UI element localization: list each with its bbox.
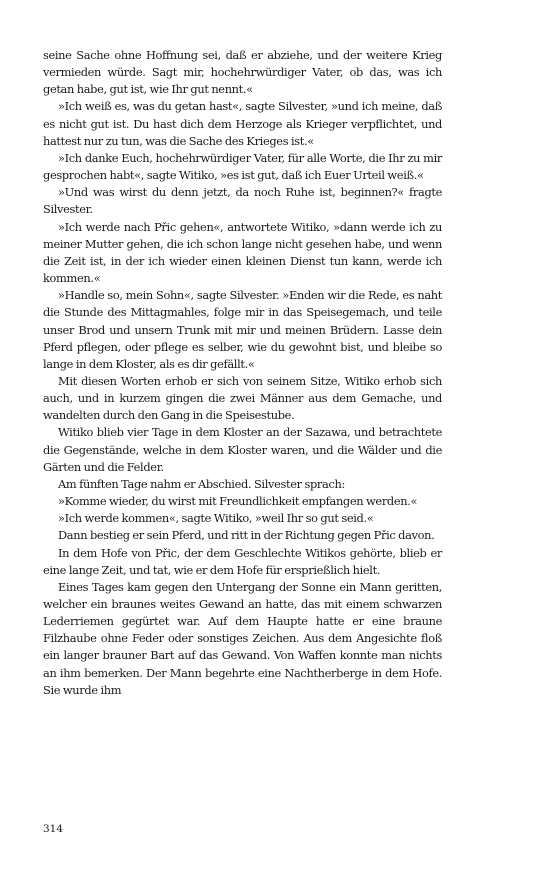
paragraph-13: In dem Hofe von Přic, der dem Geschlechte Witikos gehörte, blieb er eine lange Zeit, und tat, wie er dem Hofe für ersprießlich hielt.: [43, 545, 442, 577]
paragraph-5: »Ich werde nach Přic gehen«, antwortete Witiko, »dann werde ich zu meiner Mutter gehen, die ich schon lange nicht gesehen habe, und wenn die Zeit ist, in der ich wieder einen kleinen Dienst tun kann, werde ich kommen.«: [43, 219, 442, 286]
paragraph-10: »Komme wieder, du wirst mit Freundlichkeit empfangen werden.«: [58, 494, 418, 509]
paragraph-4: »Und was wirst du denn jetzt, da noch Ruhe ist, beginnen?« fragte Silvester.: [43, 185, 442, 217]
page-number: 314: [43, 823, 64, 835]
paragraph-1: seine Sache ohne Hoffnung sei, daß er abziehe, und der weitere Krieg vermieden würde. Sagt mir, hochehrwürdiger Vater, ob das, was ich getan habe, gut ist, wie Ihr gut nennt.«: [43, 48, 442, 97]
paragraph-11: »Ich werde kommen«, sagte Witiko, »weil Ihr so gut seid.«: [58, 511, 374, 526]
paragraph-8: Witiko blieb vier Tage in dem Kloster an der Sazawa, und betrachtete die Gegenstände, welche in dem Kloster waren, und die Wälder und die Gärten und die Felder.: [43, 425, 442, 474]
paragraph-12: Dann bestieg er sein Pferd, und ritt in der Richtung gegen Přic davon.: [58, 528, 435, 543]
paragraph-2: »Ich weiß es, was du getan hast«, sagte Silvester, »und ich meine, daß es nicht gut ist. Du hast dich dem Herzoge als Krieger verpflichtet, und hattest nur zu tun, was die Sache des Krieges ist.«: [43, 99, 442, 148]
paragraph-7: Mit diesen Worten erhob er sich von seinem Sitze, Witiko erhob sich auch, und in kurzem gingen die zwei Männer aus dem Gemache, und wandelten durch den Gang in die Speisestube.: [43, 373, 442, 423]
paragraph-14: Eines Tages kam gegen den Untergang der Sonne ein Mann geritten, welcher ein braunes weites Gewand an hatte, das mit einem schwarzen Lederriemen gegürtet war. Auf dem Haupte hatte er eine braune Filzhaube ohne Feder oder sonstiges Zeichen. Aus dem Angesichte floß ein langer brauner Bart auf das Gewand. Von Waffen konnte man nichts an ihm bemerken. Der Mann begehrte eine Nachtherberge in dem Hofe. Sie wurde ihm: [43, 579, 442, 697]
paragraph-9: Am fünften Tage nahm er Abschied. Silvester sprach:: [58, 476, 345, 491]
page-text: [43, 47, 442, 699]
paragraph-3: »Ich danke Euch, hochehrwürdiger Vater, für alle Worte, die Ihr zu mir gesprochen habt«, sagte Witiko, »es ist gut, daß ich Euer Urteil weiß.«: [43, 150, 442, 183]
paragraph-6: »Handle so, mein Sohn«, sagte Silvester. »Enden wir die Rede, es naht die Stunde des Mittagmahles, folge mir in das Speisegemach, und teile unser Brod und unsern Trunk mit mir und meinen Brüdern. Lasse dein Pferd pflegen, oder pflege es selber, wie du gewohnt bist, und bleibe so lange in dem Kloster, als es dir gefällt.«: [43, 288, 442, 371]
